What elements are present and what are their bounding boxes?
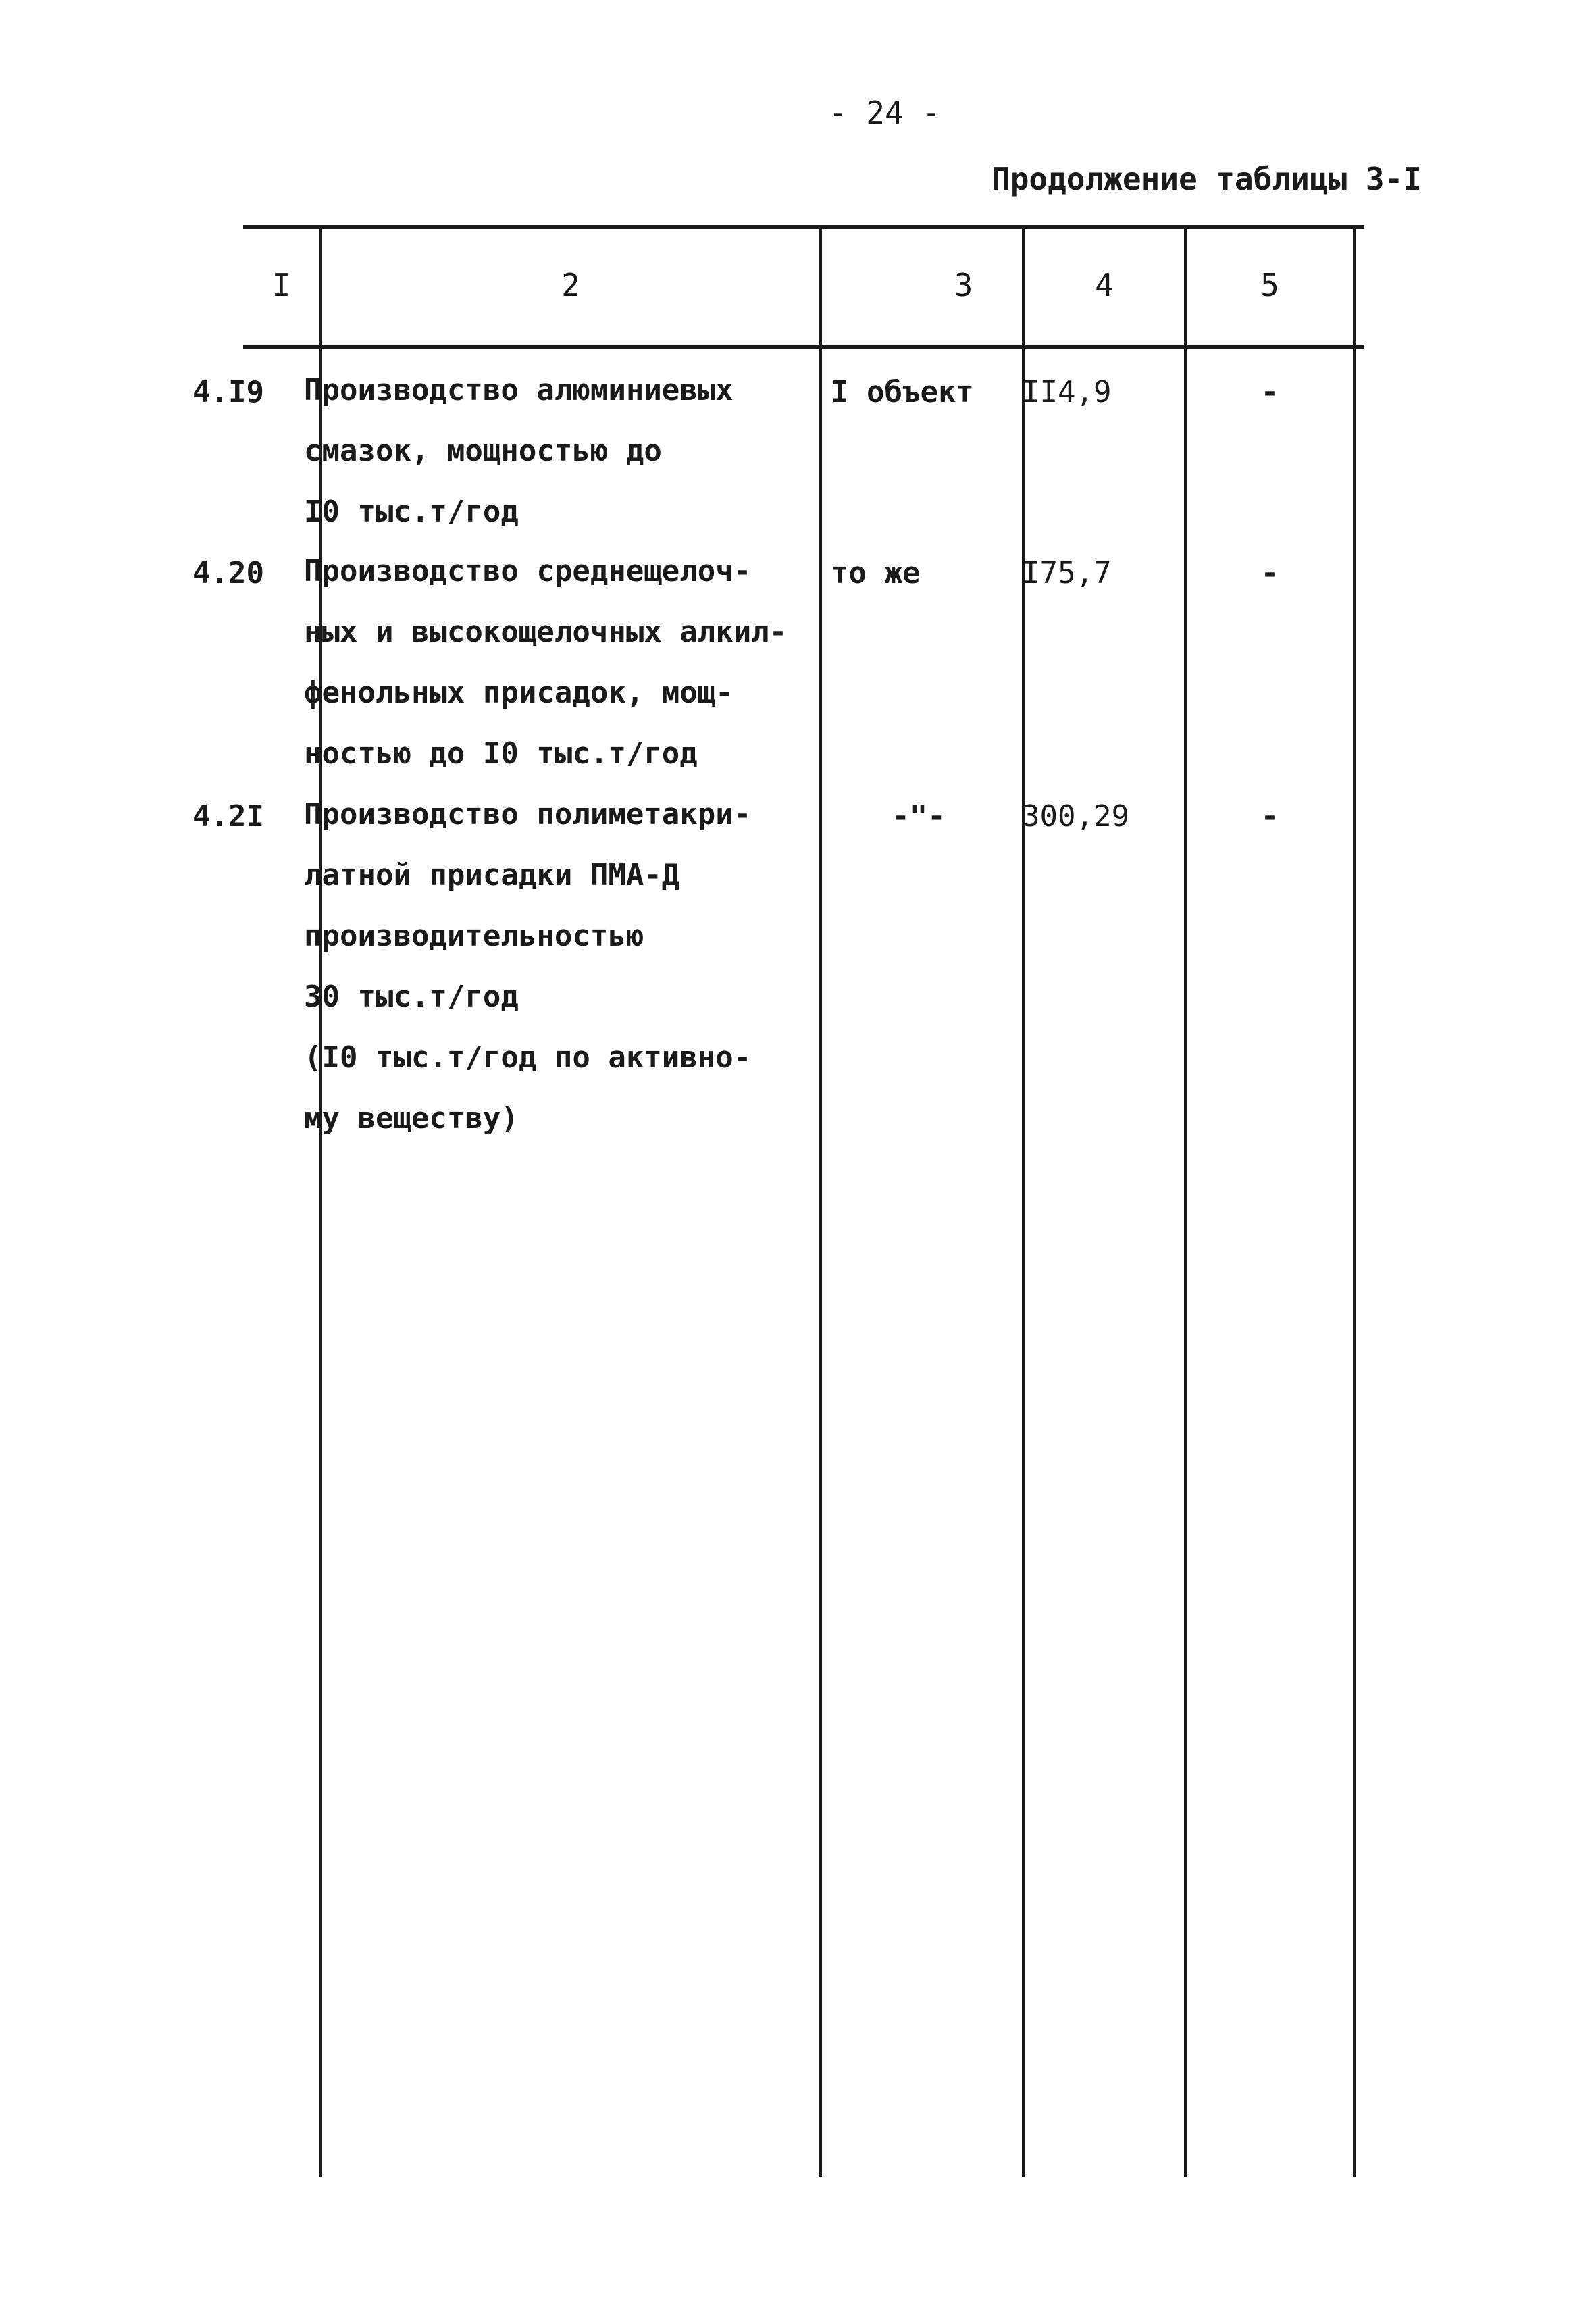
header-bottom-rule — [243, 345, 1364, 349]
description-line: латной присадки ПМА-Д — [304, 858, 680, 892]
row-unit: I объект — [831, 375, 974, 409]
description-line: производительностью — [304, 919, 644, 953]
row-description — [304, 360, 824, 542]
column-header-1: I — [272, 267, 291, 303]
row-unit: то же — [831, 556, 921, 590]
row-value: II4,9 — [1022, 375, 1112, 409]
table-top-rule — [243, 225, 1364, 229]
column-divider — [1353, 225, 1356, 2177]
description-line: ных и высокощелочных алкил- — [304, 615, 788, 649]
column-header-2: 2 — [561, 267, 580, 303]
row-description — [304, 541, 824, 784]
row-number: 4.I9 — [192, 375, 264, 409]
row-unit: -"- — [892, 799, 946, 834]
row-value: I75,7 — [1022, 556, 1112, 590]
column-header-5: 5 — [1260, 267, 1279, 303]
row-extra: - — [1260, 799, 1279, 834]
description-line: Производство среднещелоч- — [304, 554, 752, 588]
row-extra: - — [1260, 375, 1279, 409]
description-line: Производство полиметакри- — [304, 797, 752, 832]
column-divider — [1022, 225, 1025, 2177]
description-line: фенольных присадок, мощ- — [304, 676, 733, 710]
description-line: (I0 тыс.т/год по активно- — [304, 1040, 752, 1075]
row-number: 4.2I — [192, 799, 264, 834]
description-line: I0 тыс.т/год — [304, 494, 519, 529]
row-number: 4.20 — [192, 556, 264, 590]
description-line: му веществу) — [304, 1101, 519, 1136]
row-value: 300,29 — [1022, 799, 1129, 834]
row-description — [304, 784, 824, 1149]
column-header-4: 4 — [1095, 267, 1114, 303]
page-number: - 24 - — [828, 95, 942, 131]
column-header-3: 3 — [954, 267, 973, 303]
table-caption: Продолжение таблицы 3-I — [992, 161, 1422, 197]
description-line: ностью до I0 тыс.т/год — [304, 736, 698, 771]
description-line: Производство алюминиевых — [304, 373, 733, 407]
column-divider — [1184, 225, 1187, 2177]
description-line: 30 тыс.т/год — [304, 980, 519, 1014]
description-line: смазок, мощностью до — [304, 434, 662, 468]
row-extra: - — [1260, 556, 1279, 590]
